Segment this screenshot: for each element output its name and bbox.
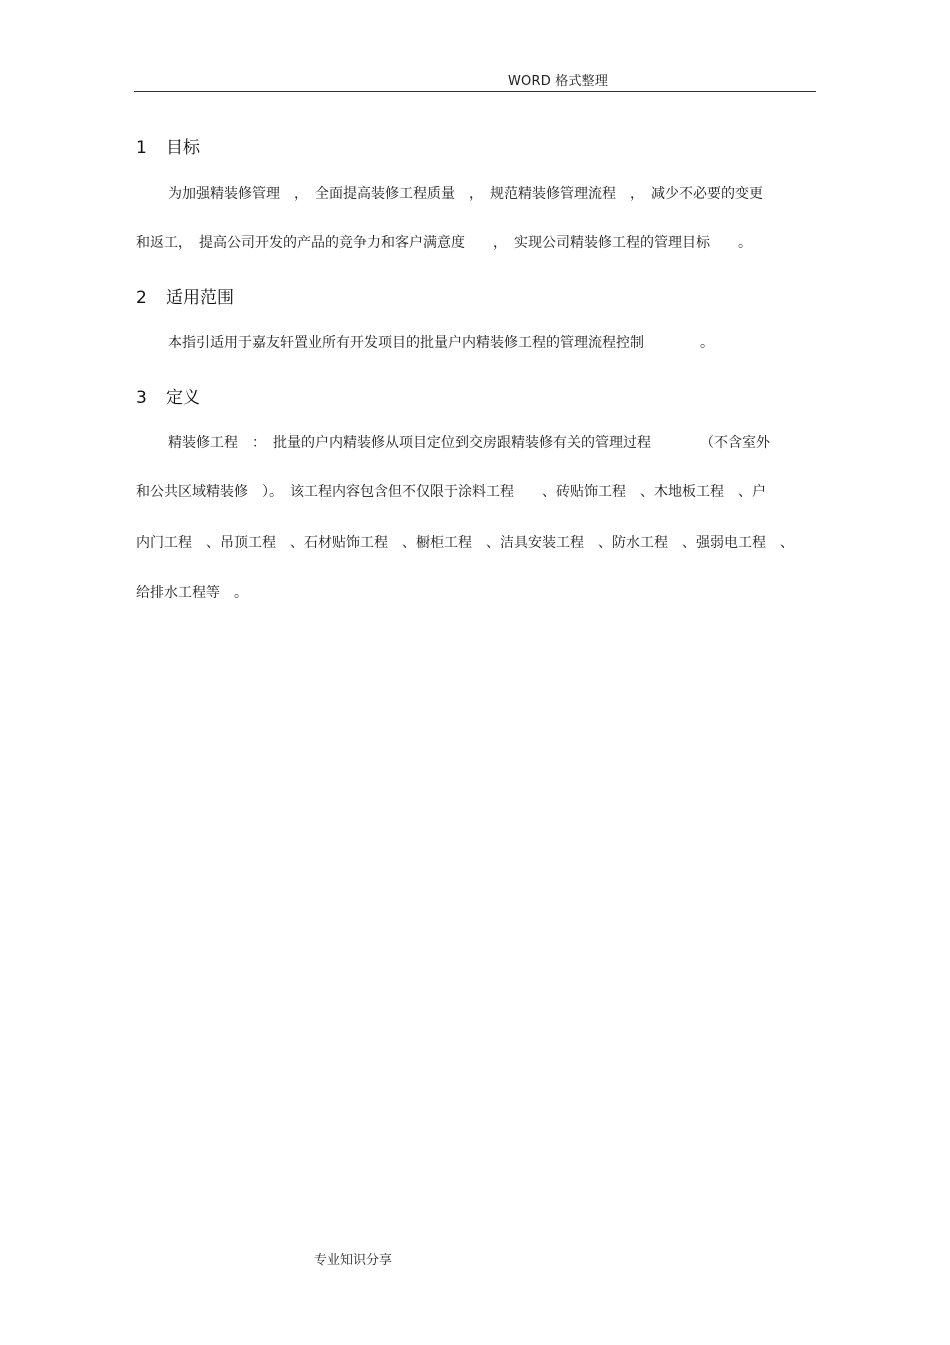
- paragraph-line: 和公共区域精装修 ）。 该工程内容包含但不仅限于涂料工程 、砖贴饰工程 、木地板工程 、户: [136, 484, 766, 500]
- section-title: 适用范围: [166, 288, 234, 308]
- page-header-title: WORD 格式整理: [508, 74, 609, 89]
- section-title: 目标: [166, 138, 200, 158]
- section-number: 3: [136, 388, 147, 408]
- section-heading-3: [136, 383, 200, 408]
- section-number: 1: [136, 138, 147, 158]
- paragraph-line: 给排水工程等 。: [136, 585, 248, 601]
- paragraph-line: 本指引适用于嘉友轩置业所有开发项目的批量户内精装修工程的管理流程控制 。: [168, 335, 714, 351]
- section-heading-2: [136, 283, 234, 308]
- header-divider: [134, 91, 816, 92]
- section-title: 定义: [166, 388, 200, 408]
- paragraph-line: 为加强精装修管理 ， 全面提高装修工程质量 ， 规范精装修管理流程 ， 减少不必要的变更: [168, 186, 763, 202]
- paragraph-line: 精装修工程 ： 批量的户内精装修从项目定位到交房跟精装修有关的管理过程 （不含室外: [168, 435, 770, 451]
- paragraph-line: 和返工， 提高公司开发的产品的竞争力和客户满意度 ， 实现公司精装修工程的管理目标 。: [136, 235, 752, 251]
- paragraph-line: 内门工程 、吊顶工程 、石材贴饰工程 、橱柜工程 、洁具安装工程 、防水工程 、强弱电工程 、: [136, 535, 794, 551]
- section-number: 2: [136, 288, 147, 308]
- page-footer-text: 专业知识分享: [314, 1253, 393, 1268]
- section-heading-1: [136, 133, 200, 158]
